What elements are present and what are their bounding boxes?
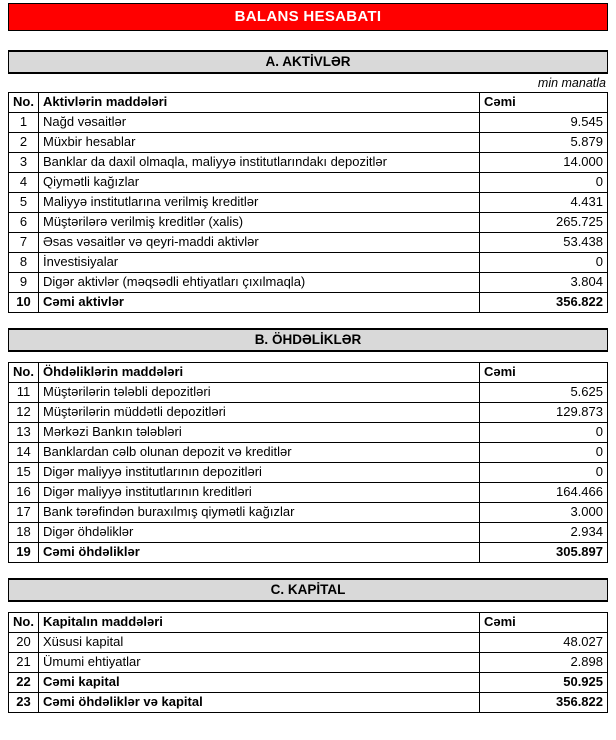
row-no-cell: 6 — [9, 213, 39, 233]
row-no-cell: 5 — [9, 193, 39, 213]
row-label-cell: Digər öhdəliklər — [39, 523, 480, 543]
table-body — [9, 383, 608, 563]
row-value-cell: 265.725 — [480, 213, 608, 233]
row-value-cell: 356.822 — [480, 293, 608, 313]
report-section — [8, 328, 608, 563]
row-no-cell: 22 — [9, 673, 39, 693]
table-row — [9, 503, 608, 523]
report-section — [8, 50, 608, 313]
row-no-cell: 15 — [9, 463, 39, 483]
row-value-cell: 0 — [480, 253, 608, 273]
row-no-cell: 10 — [9, 293, 39, 313]
row-label-cell: Müştərilərə verilmiş kreditlər (xalis) — [39, 213, 480, 233]
row-label-cell: Mərkəzi Bankın tələbləri — [39, 423, 480, 443]
table-header-row — [9, 613, 608, 633]
row-label-cell: Digər maliyyə institutlarının kreditləri — [39, 483, 480, 503]
row-label-cell: Nağd vəsaitlər — [39, 113, 480, 133]
row-value-cell: 5.879 — [480, 133, 608, 153]
row-value-cell: 14.000 — [480, 153, 608, 173]
table-row — [9, 403, 608, 423]
row-no-cell: 8 — [9, 253, 39, 273]
table-body — [9, 113, 608, 313]
table-row — [9, 273, 608, 293]
section-header: C. KAPİTAL — [8, 578, 608, 602]
row-value-cell: 0 — [480, 173, 608, 193]
table-row — [9, 383, 608, 403]
row-value-cell: 129.873 — [480, 403, 608, 423]
row-label-cell: Qiymətli kağızlar — [39, 173, 480, 193]
row-value-cell: 0 — [480, 443, 608, 463]
row-no-cell: 20 — [9, 633, 39, 653]
table-row — [9, 153, 608, 173]
table-row — [9, 443, 608, 463]
row-value-cell: 164.466 — [480, 483, 608, 503]
row-value-cell: 356.822 — [480, 693, 608, 713]
table-row — [9, 523, 608, 543]
table-row — [9, 653, 608, 673]
col-header-total: Cəmi — [480, 93, 608, 113]
row-value-cell: 0 — [480, 423, 608, 443]
row-label-cell: Cəmi aktivlər — [39, 293, 480, 313]
row-no-cell: 9 — [9, 273, 39, 293]
sections-container — [8, 50, 608, 713]
section-table — [8, 92, 608, 313]
row-label-cell: Bank tərəfindən buraxılmış qiymətli kağızlar — [39, 503, 480, 523]
row-label-cell: Ümumi ehtiyatlar — [39, 653, 480, 673]
col-header-items: Aktivlərin maddələri — [39, 93, 480, 113]
row-value-cell: 5.625 — [480, 383, 608, 403]
row-no-cell: 23 — [9, 693, 39, 713]
table-row — [9, 133, 608, 153]
table-row — [9, 113, 608, 133]
row-value-cell: 9.545 — [480, 113, 608, 133]
section-header: B. ÖHDƏLİKLƏR — [8, 328, 608, 352]
row-value-cell: 48.027 — [480, 633, 608, 653]
row-value-cell: 50.925 — [480, 673, 608, 693]
row-label-cell: Müxbir hesablar — [39, 133, 480, 153]
row-no-cell: 16 — [9, 483, 39, 503]
row-value-cell: 53.438 — [480, 233, 608, 253]
table-body — [9, 633, 608, 713]
table-row — [9, 483, 608, 503]
section-table — [8, 612, 608, 713]
row-no-cell: 1 — [9, 113, 39, 133]
table-row — [9, 543, 608, 563]
row-no-cell: 12 — [9, 403, 39, 423]
row-no-cell: 17 — [9, 503, 39, 523]
row-label-cell: Müştərilərin müddətli depozitləri — [39, 403, 480, 423]
row-value-cell: 305.897 — [480, 543, 608, 563]
col-header-items: Öhdəliklərin maddələri — [39, 363, 480, 383]
col-header-no: No. — [9, 93, 39, 113]
table-header-row — [9, 93, 608, 113]
col-header-no: No. — [9, 363, 39, 383]
row-no-cell: 19 — [9, 543, 39, 563]
table-row — [9, 693, 608, 713]
row-label-cell: Digər aktivlər (məqsədli ehtiyatları çıxılmaqla) — [39, 273, 480, 293]
section-header: A. AKTİVLƏR — [8, 50, 608, 74]
report-section — [8, 578, 608, 713]
row-label-cell: Banklardan cəlb olunan depozit və kreditlər — [39, 443, 480, 463]
row-value-cell: 4.431 — [480, 193, 608, 213]
table-row — [9, 233, 608, 253]
row-value-cell: 2.934 — [480, 523, 608, 543]
row-label-cell: Cəmi öhdəliklər — [39, 543, 480, 563]
row-no-cell: 13 — [9, 423, 39, 443]
table-row — [9, 293, 608, 313]
col-header-total: Cəmi — [480, 363, 608, 383]
row-value-cell: 3.804 — [480, 273, 608, 293]
table-row — [9, 213, 608, 233]
row-value-cell: 2.898 — [480, 653, 608, 673]
row-value-cell: 0 — [480, 463, 608, 483]
row-no-cell: 4 — [9, 173, 39, 193]
unit-note: min manatla — [537, 76, 606, 90]
row-label-cell: İnvestisiyalar — [39, 253, 480, 273]
row-label-cell: Cəmi kapital — [39, 673, 480, 693]
section-table — [8, 362, 608, 563]
row-no-cell: 2 — [9, 133, 39, 153]
col-header-items: Kapitalın maddələri — [39, 613, 480, 633]
row-label-cell: Maliyyə institutlarına verilmiş kreditlər — [39, 193, 480, 213]
row-no-cell: 7 — [9, 233, 39, 253]
table-row — [9, 193, 608, 213]
row-no-cell: 21 — [9, 653, 39, 673]
row-label-cell: Əsas vəsaitlər və qeyri-maddi aktivlər — [39, 233, 480, 253]
table-header-row — [9, 363, 608, 383]
table-row — [9, 463, 608, 483]
col-header-no: No. — [9, 613, 39, 633]
table-row — [9, 423, 608, 443]
row-label-cell: Cəmi öhdəliklər və kapital — [39, 693, 480, 713]
row-no-cell: 11 — [9, 383, 39, 403]
row-label-cell: Müştərilərin tələbli depozitləri — [39, 383, 480, 403]
table-row — [9, 673, 608, 693]
row-label-cell: Banklar da daxil olmaqla, maliyyə institutlarındakı depozitlər — [39, 153, 480, 173]
row-no-cell: 3 — [9, 153, 39, 173]
row-label-cell: Xüsusi kapital — [39, 633, 480, 653]
row-no-cell: 18 — [9, 523, 39, 543]
table-row — [9, 633, 608, 653]
report-title: BALANS HESABATI — [8, 3, 608, 31]
row-value-cell: 3.000 — [480, 503, 608, 523]
table-row — [9, 173, 608, 193]
col-header-total: Cəmi — [480, 613, 608, 633]
table-row — [9, 253, 608, 273]
row-no-cell: 14 — [9, 443, 39, 463]
row-label-cell: Digər maliyyə institutlarının depozitləri — [39, 463, 480, 483]
